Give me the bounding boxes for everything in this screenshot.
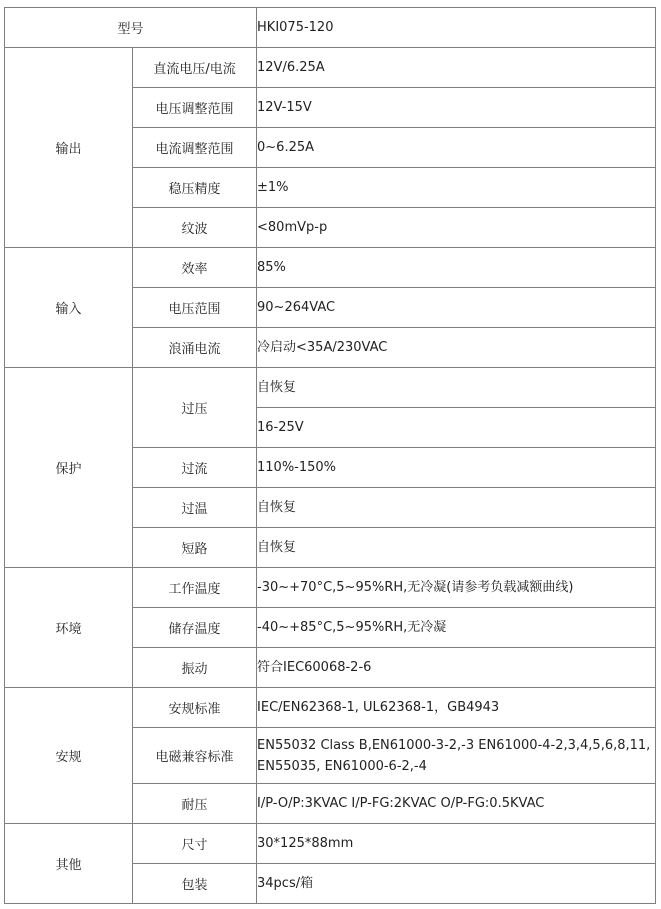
param-value: 符合IEC60068-2-6 (257, 648, 656, 688)
table-row (5, 824, 656, 864)
param-value: 16-25V (257, 408, 656, 448)
param-value: 90~264VAC (257, 288, 656, 328)
param-value: 冷启动<35A/230VAC (257, 328, 656, 368)
param-value: 30*125*88mm (257, 824, 656, 864)
category-other: 其他 (5, 824, 133, 904)
param-value: 12V/6.25A (257, 48, 656, 88)
table-row (5, 688, 656, 728)
param-name: 过流 (133, 448, 257, 488)
header-row (5, 8, 656, 48)
spec-table (4, 7, 656, 904)
category-environment: 环境 (5, 568, 133, 688)
param-name: 振动 (133, 648, 257, 688)
param-value: 自恢复 (257, 528, 656, 568)
table-row (5, 48, 656, 88)
param-name: 直流电压/电流 (133, 48, 257, 88)
param-name: 过温 (133, 488, 257, 528)
param-value: EN55032 Class B,EN61000-3-2,-3 EN61000-4-2,3,4,5,6,8,11, EN55035, EN61000-6-2,-4 (257, 728, 656, 784)
param-name: 过压 (133, 368, 257, 448)
category-safety: 安规 (5, 688, 133, 824)
param-name: 电磁兼容标准 (133, 728, 257, 784)
param-value: 12V-15V (257, 88, 656, 128)
param-name: 纹波 (133, 208, 257, 248)
param-value: 自恢复 (257, 488, 656, 528)
param-value: 110%-150% (257, 448, 656, 488)
param-name: 短路 (133, 528, 257, 568)
category-input: 输入 (5, 248, 133, 368)
param-name: 耐压 (133, 784, 257, 824)
param-name: 浪涌电流 (133, 328, 257, 368)
param-value: I/P-O/P:3KVAC I/P-FG:2KVAC O/P-FG:0.5KVAC (257, 784, 656, 824)
param-value: ±1% (257, 168, 656, 208)
table-row (5, 248, 656, 288)
param-value: 85% (257, 248, 656, 288)
category-protection: 保护 (5, 368, 133, 568)
param-name: 电流调整范围 (133, 128, 257, 168)
param-value: 0~6.25A (257, 128, 656, 168)
param-name: 电压范围 (133, 288, 257, 328)
param-name: 安规标准 (133, 688, 257, 728)
param-name: 电压调整范围 (133, 88, 257, 128)
param-value: -30~+70°C,5~95%RH,无冷凝(请参考负载减额曲线) (257, 568, 656, 608)
param-value: -40~+85°C,5~95%RH,无冷凝 (257, 608, 656, 648)
model-value: HKI075-120 (257, 8, 656, 48)
param-name: 尺寸 (133, 824, 257, 864)
param-name: 包装 (133, 864, 257, 904)
param-name: 效率 (133, 248, 257, 288)
param-value: <80mVp-p (257, 208, 656, 248)
param-value: 34pcs/箱 (257, 864, 656, 904)
param-value: IEC/EN62368-1, UL62368-1，GB4943 (257, 688, 656, 728)
table-row (5, 568, 656, 608)
param-value: 自恢复 (257, 368, 656, 408)
table-row (5, 368, 656, 408)
param-name: 稳压精度 (133, 168, 257, 208)
category-output: 输出 (5, 48, 133, 248)
param-name: 储存温度 (133, 608, 257, 648)
model-label: 型号 (5, 8, 257, 48)
param-name: 工作温度 (133, 568, 257, 608)
